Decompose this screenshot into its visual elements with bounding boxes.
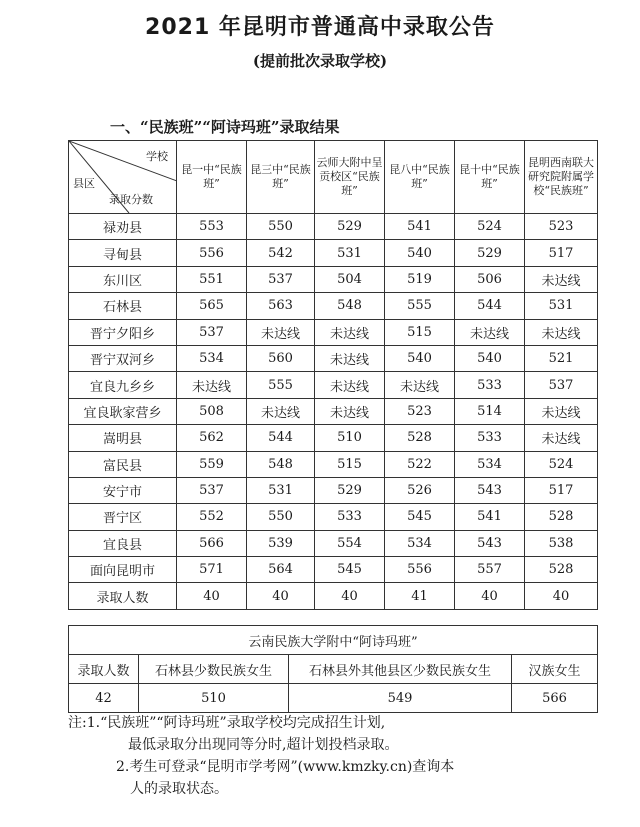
score-cell: 553	[177, 214, 247, 240]
score-cell: 533	[455, 425, 525, 451]
score-cell: 未达线	[385, 372, 455, 398]
note-1-line-2: 最低录取分出现同等分时,超计划投档录取。	[128, 737, 399, 753]
score-cell: 541	[385, 214, 455, 240]
score-cell: 未达线	[315, 345, 385, 371]
area-cell: 东川区	[69, 266, 177, 292]
score-cell: 40	[315, 583, 385, 609]
ashima-title: 云南民族大学附中“阿诗玛班”	[69, 626, 598, 655]
ashima-table	[68, 625, 598, 713]
score-cell: 531	[247, 477, 315, 503]
column-header: 昆三中“民族班”	[247, 141, 315, 214]
table-row	[69, 557, 598, 583]
score-cell: 543	[455, 477, 525, 503]
ashima-header-cell: 石林县外其他县区少数民族女生	[289, 655, 512, 684]
score-cell: 548	[315, 293, 385, 319]
score-cell: 未达线	[315, 398, 385, 424]
ashima-header-row	[69, 655, 598, 684]
ashima-header-cell: 汉族女生	[512, 655, 598, 684]
score-cell: 554	[315, 530, 385, 556]
table-row	[69, 240, 598, 266]
table-row	[69, 398, 598, 424]
score-cell: 未达线	[315, 372, 385, 398]
page-title: 2021 年昆明市普通高中录取公告	[145, 15, 495, 40]
score-cell: 未达线	[455, 319, 525, 345]
score-cell: 534	[455, 451, 525, 477]
score-cell: 537	[177, 477, 247, 503]
score-cell: 508	[177, 398, 247, 424]
score-cell: 544	[455, 293, 525, 319]
area-cell: 嵩明县	[69, 425, 177, 451]
score-cell: 540	[385, 345, 455, 371]
score-cell: 542	[247, 240, 315, 266]
score-cell: 534	[385, 530, 455, 556]
score-cell: 545	[385, 504, 455, 530]
score-cell: 565	[177, 293, 247, 319]
score-cell: 540	[455, 345, 525, 371]
score-cell: 未达线	[525, 266, 598, 292]
ashima-value-cell: 42	[69, 684, 139, 713]
ashima-value-cell: 549	[289, 684, 512, 713]
score-cell: 未达线	[525, 425, 598, 451]
score-cell: 510	[315, 425, 385, 451]
table-row	[69, 319, 598, 345]
note-1-line-1: 注:1.“民族班”“阿诗玛班”录取学校均完成招生计划,	[68, 715, 386, 731]
table-header-row	[69, 141, 598, 214]
score-cell: 551	[177, 266, 247, 292]
table-row	[69, 477, 598, 503]
table-row	[69, 372, 598, 398]
score-cell: 550	[247, 504, 315, 530]
score-cell: 533	[315, 504, 385, 530]
score-cell: 526	[385, 477, 455, 503]
table-row	[69, 345, 598, 371]
score-cell: 519	[385, 266, 455, 292]
score-cell: 555	[385, 293, 455, 319]
score-cell: 517	[525, 477, 598, 503]
score-cell: 521	[525, 345, 598, 371]
column-header: 昆一中“民族班”	[177, 141, 247, 214]
table-row	[69, 266, 598, 292]
ashima-header-cell: 录取人数	[69, 655, 139, 684]
score-cell: 538	[525, 530, 598, 556]
score-cell: 540	[385, 240, 455, 266]
score-cell: 555	[247, 372, 315, 398]
score-cell: 41	[385, 583, 455, 609]
admission-count-row	[69, 583, 598, 609]
score-cell: 559	[177, 451, 247, 477]
notes	[68, 712, 628, 800]
score-cell: 556	[385, 557, 455, 583]
score-cell: 528	[525, 504, 598, 530]
score-cell: 537	[525, 372, 598, 398]
score-cell: 514	[455, 398, 525, 424]
corner-score-label: 录取分数	[109, 193, 153, 206]
score-cell: 543	[455, 530, 525, 556]
score-cell: 531	[525, 293, 598, 319]
score-cell: 541	[455, 504, 525, 530]
area-cell: 寻甸县	[69, 240, 177, 266]
score-cell: 515	[385, 319, 455, 345]
score-cell: 539	[247, 530, 315, 556]
score-cell: 545	[315, 557, 385, 583]
section-title: 一、“民族班”“阿诗玛班”录取结果	[110, 118, 340, 136]
score-cell: 529	[455, 240, 525, 266]
area-cell: 宜良县	[69, 530, 177, 556]
note-2-line-1: 2.考生可登录“昆明市学考网”(www.kmzky.cn)查询本	[116, 759, 455, 775]
score-cell: 537	[247, 266, 315, 292]
score-cell: 未达线	[247, 398, 315, 424]
area-cell: 面向昆明市	[69, 557, 177, 583]
area-cell: 晋宁双河乡	[69, 345, 177, 371]
corner-area-label: 县区	[73, 177, 95, 190]
area-cell: 安宁市	[69, 477, 177, 503]
ashima-value-row	[69, 684, 598, 713]
score-cell: 550	[247, 214, 315, 240]
score-cell: 未达线	[177, 372, 247, 398]
score-cell: 未达线	[315, 319, 385, 345]
score-cell: 40	[455, 583, 525, 609]
area-cell: 禄劝县	[69, 214, 177, 240]
table-row	[69, 293, 598, 319]
score-cell: 未达线	[525, 398, 598, 424]
column-header: 云师大附中呈贡校区“民族班”	[315, 141, 385, 214]
score-cell: 557	[455, 557, 525, 583]
score-cell: 537	[177, 319, 247, 345]
admission-table	[68, 140, 598, 610]
score-cell: 563	[247, 293, 315, 319]
score-cell: 544	[247, 425, 315, 451]
score-cell: 40	[247, 583, 315, 609]
score-cell: 523	[385, 398, 455, 424]
score-cell: 506	[455, 266, 525, 292]
note-2-line-2: 人的录取状态。	[130, 781, 228, 797]
area-cell: 石林县	[69, 293, 177, 319]
score-cell: 560	[247, 345, 315, 371]
ashima-value-cell: 510	[139, 684, 289, 713]
score-cell: 515	[315, 451, 385, 477]
table-row	[69, 504, 598, 530]
score-cell: 40	[177, 583, 247, 609]
score-cell: 未达线	[247, 319, 315, 345]
column-header: 昆十中“民族班”	[455, 141, 525, 214]
score-cell: 528	[525, 557, 598, 583]
score-cell: 548	[247, 451, 315, 477]
area-cell: 晋宁区	[69, 504, 177, 530]
table-row	[69, 451, 598, 477]
score-cell: 534	[177, 345, 247, 371]
corner-school-label: 学校	[146, 150, 168, 163]
table-row	[69, 425, 598, 451]
score-cell: 529	[315, 214, 385, 240]
score-cell: 517	[525, 240, 598, 266]
score-cell: 528	[385, 425, 455, 451]
corner-header-cell	[69, 141, 177, 214]
area-cell: 富民县	[69, 451, 177, 477]
score-cell: 524	[455, 214, 525, 240]
score-cell: 522	[385, 451, 455, 477]
area-cell: 录取人数	[69, 583, 177, 609]
score-cell: 566	[177, 530, 247, 556]
score-cell: 531	[315, 240, 385, 266]
score-cell: 504	[315, 266, 385, 292]
score-cell: 556	[177, 240, 247, 266]
page-subtitle: (提前批次录取学校)	[252, 52, 388, 70]
column-header: 昆明西南联大研究院附属学校“民族班”	[525, 141, 598, 214]
table-row	[69, 530, 598, 556]
score-cell: 40	[525, 583, 598, 609]
score-cell: 529	[315, 477, 385, 503]
ashima-header-cell: 石林县少数民族女生	[139, 655, 289, 684]
score-cell: 未达线	[525, 319, 598, 345]
table-row	[69, 214, 598, 240]
column-header: 昆八中“民族班”	[385, 141, 455, 214]
area-cell: 宜良耿家营乡	[69, 398, 177, 424]
score-cell: 564	[247, 557, 315, 583]
score-cell: 523	[525, 214, 598, 240]
ashima-value-cell: 566	[512, 684, 598, 713]
area-cell: 宜良九乡乡	[69, 372, 177, 398]
table-body	[69, 214, 598, 610]
area-cell: 晋宁夕阳乡	[69, 319, 177, 345]
score-cell: 571	[177, 557, 247, 583]
score-cell: 552	[177, 504, 247, 530]
score-cell: 533	[455, 372, 525, 398]
score-cell: 562	[177, 425, 247, 451]
score-cell: 524	[525, 451, 598, 477]
